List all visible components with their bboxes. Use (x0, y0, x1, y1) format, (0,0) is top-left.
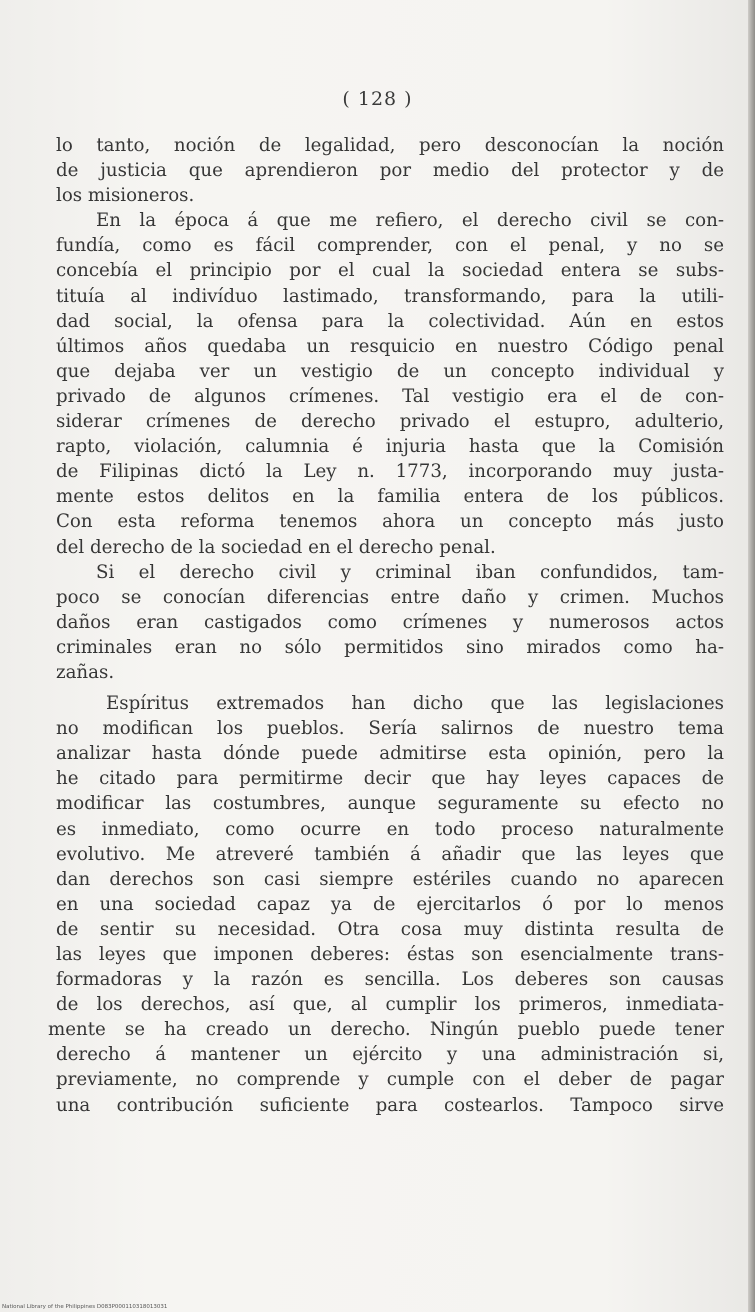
text-line: privado de algunos crímenes. Tal vestigio era el de con- (56, 385, 724, 407)
text-line: dad social, la ofensa para la colectividad. Aún en estos (56, 310, 724, 332)
text-line: del derecho de la sociedad en el derecho penal. (56, 536, 496, 558)
text-line: criminales eran no sólo permitidos sino mirados como ha- (56, 636, 724, 658)
text-line: últimos años quedaba un resquicio en nuestro Código penal (56, 335, 724, 357)
text-line: fundía, como es fácil comprender, con el penal, y no se (56, 235, 724, 257)
text-line: Espíritus extremados han dicho que las legislaciones (106, 693, 724, 715)
text-line: he citado para permitirme decir que hay leyes capaces de (56, 768, 724, 790)
text-line: en una sociedad capaz ya de ejercitarlos ó por lo menos (56, 893, 724, 915)
text-line: de sentir su necesidad. Otra cosa muy distinta resulta de (56, 918, 724, 940)
text-line: dan derechos son casi siempre estériles cuando no aparecen (56, 868, 724, 890)
text-line: derecho á mantener un ejército y una administración si, (56, 1044, 724, 1066)
text-line: de los derechos, así que, al cumplir los primeros, inmediata- (56, 994, 724, 1016)
page-number: ( 128 ) (342, 88, 413, 110)
text-line: zañas. (56, 661, 115, 683)
text-line: rapto, violación, calumnia é injuria hasta que la Comisión (56, 436, 724, 458)
text-line: una contribución suficiente para costearlos. Tampoco sirve (56, 1094, 724, 1116)
text-line: En la época á que me refiero, el derecho civil se con- (96, 210, 724, 232)
text-line: evolutivo. Me atreveré también á añadir que las leyes que (56, 843, 724, 865)
text-line: poco se conocían diferencias entre daño y crimen. Muchos (56, 586, 724, 608)
text-line: concebía el principio por el cual la sociedad entera se subs- (56, 260, 724, 282)
page-edge-shadow (748, 0, 755, 1312)
text-line: daños eran castigados como crímenes y numerosos actos (56, 611, 724, 633)
text-line: modificar las costumbres, aunque seguramente su efecto no (56, 793, 724, 815)
text-line: mente se ha creado un derecho. Ningún pueblo puede tener (48, 1019, 724, 1041)
text-line: de Filipinas dictó la Ley n. 1773, incorporando muy justa- (56, 461, 724, 483)
body-text (48, 133, 724, 1118)
text-line: previamente, no comprende y cumple con el deber de pagar (56, 1069, 724, 1091)
text-line: mente estos delitos en la familia entera de los públicos. (56, 486, 724, 508)
text-line: tituía al indivíduo lastimado, transformando, para la utili- (56, 285, 724, 307)
text-line: Si el derecho civil y criminal iban confundidos, tam- (96, 561, 724, 583)
text-line: siderar crímenes de derecho privado el estupro, adulterio, (56, 411, 724, 433)
text-line: no modifican los pueblos. Sería salirnos de nuestro tema (56, 718, 724, 740)
text-line: Con esta reforma tenemos ahora un concepto más justo (56, 511, 724, 533)
text-line: que dejaba ver un vestigio de un concepto individual y (56, 360, 724, 382)
text-line: las leyes que imponen deberes: éstas son esencialmente trans- (56, 944, 724, 965)
text-line: formadoras y la razón es sencilla. Los deberes son causas (56, 969, 724, 991)
text-line: de justicia que aprendieron por medio del protector y de (56, 160, 724, 182)
text-line: lo tanto, noción de legalidad, pero desconocían la noción (56, 135, 724, 156)
library-credit: National Library of the Philippines D083P000110318013031 (2, 1304, 168, 1310)
text-line: es inmediato, como ocurre en todo proceso naturalmente (56, 818, 724, 840)
text-line: analizar hasta dónde puede admitirse esta opinión, pero la (56, 743, 724, 765)
text-line: los misioneros. (56, 185, 195, 207)
